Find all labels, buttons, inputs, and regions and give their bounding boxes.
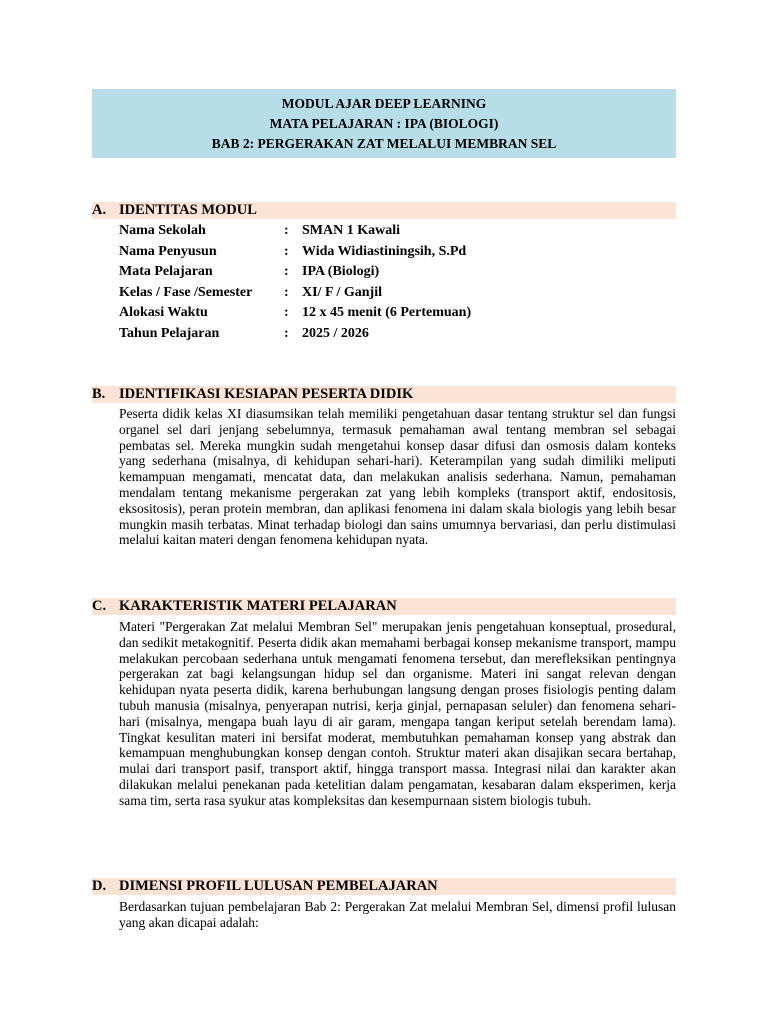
- section-d-letter: D.: [92, 878, 107, 894]
- section-c-paragraph: Materi "Pergerakan Zat melalui Membran Sel" merupakan jenis pengetahuan konseptual, prosedural, dan sedikit metakognitif. Peserta didik akan memahami berbagai konsep mekanisme transport, mampu melakukan percobaan sederhana untuk mengamati fenomena tersebut, dan merefleksikan pentingnya pergerakan zat bagi kelangsungan hidup sel dan organisme. Materi ini sangat relevan dengan kehidupan nyata peserta didik, karena berhubungan langsung dengan proses fisiologis penting dalam tubuh manusia (misalnya, penyerapan nutrisi, kerja ginjal, pernapasan seluler) dan fenomena sehari-hari (misalnya, mengapa buah layu di air garam, mengapa tangan keriput setelah berendam lama). Tingkat kesulitan materi ini bersifat moderat, membutuhkan pemahaman konsep yang abstrak dan kemampuan menghubungkan konsep dengan contoh. Struktur materi akan disajikan secara bertahap, mulai dari transport pasif, transport aktif, hingga transport massa. Integrasi nilai dan karakter akan dilakukan melalui penekanan pada ketelitian dalam pengamatan, kesabaran dalam eksperimen, kerja sama tim, serta rasa syukur atas kompleksitas dan kesempurnaan sistem biologis tubuh.: [119, 619, 676, 808]
- document-title-box: [92, 89, 676, 158]
- identity-label: Nama Penyusun: [119, 243, 217, 259]
- section-c-title: KARAKTERISTIK MATERI PELAJARAN: [119, 598, 397, 614]
- identity-value: IPA (Biologi): [302, 264, 380, 279]
- section-a-heading: [92, 202, 676, 219]
- section-d-paragraph: Berdasarkan tujuan pembelajaran Bab 2: Pergerakan Zat melalui Membran Sel, dimensi profil lulusan yang akan dicapai adalah:: [119, 899, 676, 930]
- identity-label: Alokasi Waktu: [119, 305, 208, 320]
- identity-value: XI/ F / Ganjil: [302, 284, 382, 300]
- title-line-1: MODUL AJAR DEEP LEARNING: [281, 96, 487, 111]
- identity-value: 2025 / 2026: [302, 325, 369, 341]
- section-c-heading: [92, 598, 676, 615]
- identity-value: Wida Widiastiningsih, S.Pd: [302, 243, 467, 259]
- section-a-title: IDENTITAS MODUL: [119, 202, 257, 218]
- identity-colon: :: [284, 223, 289, 238]
- section-d-heading: [92, 878, 676, 895]
- identity-label: Tahun Pelajaran: [119, 325, 220, 341]
- section-b-letter: B.: [92, 386, 106, 402]
- identity-label: Mata Pelajaran: [119, 264, 213, 279]
- identity-value: 12 x 45 menit (6 Pertemuan): [302, 305, 472, 320]
- identity-colon: :: [284, 243, 289, 259]
- section-c-letter: C.: [92, 598, 107, 614]
- section-b-paragraph: Peserta didik kelas XI diasumsikan telah memiliki pengetahuan dasar tentang struktur sel dan fungsi organel sel dari jenjang sebelumnya, termasuk pemahaman awal tentang membran sel sebagai pembatas sel. Mereka mungkin sudah mengetahui konsep dasar difusi dan osmosis dalam konteks yang sederhana (misalnya, di kehidupan sehari-hari). Keterampilan yang sudah dimiliki meliputi kemampuan mengamati, mencatat data, dan melakukan analisis sederhana. Namun, pemahaman mendalam tentang mekanisme pergerakan zat yang lebih kompleks (transport aktif, endositosis, eksositosis), peran protein membran, dan aplikasi fenomena ini dalam skala biologis yang lebih besar mungkin masih terbatas. Minat terhadap biologi dan sains umumnya bervariasi, dan perlu distimulasi melalui kaitan materi dengan fenomena kehidupan nyata.: [119, 406, 676, 548]
- identity-colon: :: [284, 284, 289, 300]
- identity-colon: :: [284, 305, 289, 320]
- identity-colon: :: [284, 264, 289, 279]
- title-line-2: MATA PELAJARAN : IPA (BIOLOGI): [269, 116, 499, 131]
- title-line-3: BAB 2: PERGERAKAN ZAT MELALUI MEMBRAN SEL: [211, 136, 557, 151]
- identity-colon: :: [284, 325, 289, 341]
- section-a-letter: A.: [92, 202, 107, 218]
- identity-label: Nama Sekolah: [119, 223, 206, 238]
- identity-label: Kelas / Fase /Semester: [119, 284, 253, 300]
- section-b-heading: [92, 386, 676, 403]
- section-b-title: IDENTIFIKASI KESIAPAN PESERTA DIDIK: [119, 386, 414, 402]
- identity-value: SMAN 1 Kawali: [302, 223, 400, 238]
- section-d-title: DIMENSI PROFIL LULUSAN PEMBELAJARAN: [119, 878, 438, 894]
